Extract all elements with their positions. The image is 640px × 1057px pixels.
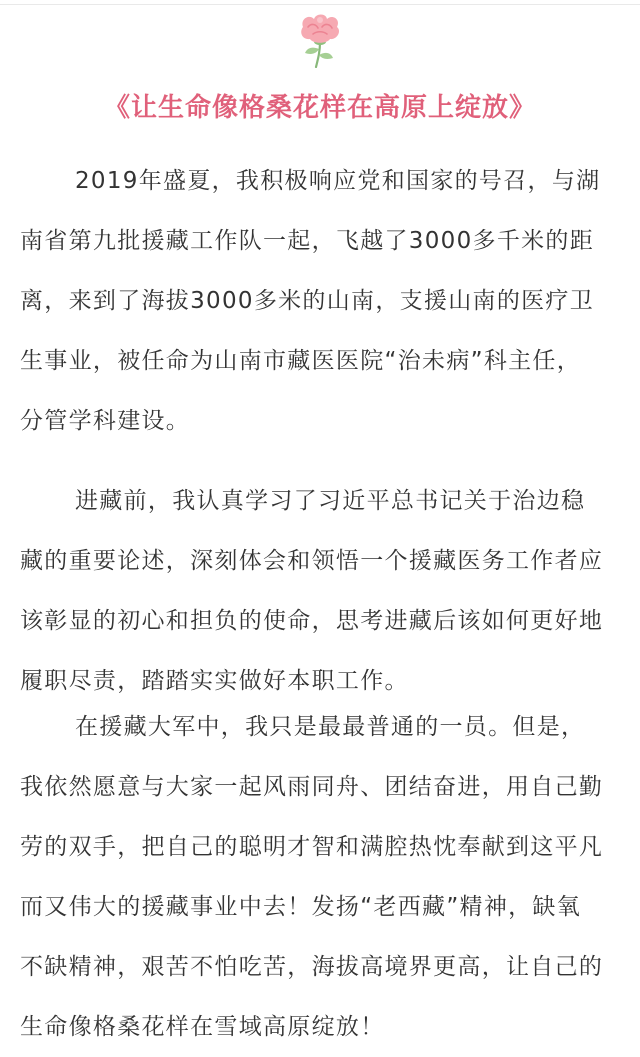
paragraph-line: 不缺精神，艰苦不怕吃苦，海拔高境界更高，让自己的 xyxy=(20,954,604,980)
paragraph-line: 2019年盛夏，我积极响应党和国家的号召，与湖 xyxy=(75,168,601,194)
paragraph-line: 南省第九批援藏工作队一起，飞越了3000多千米的距 xyxy=(20,228,595,254)
paragraph-line: 藏的重要论述，深刻体会和领悟一个援藏医务工作者应 xyxy=(20,548,604,574)
paragraph-line: 在援藏大军中，我只是最最普通的一员。但是， xyxy=(75,714,586,740)
paragraph-line: 分管学科建设。 xyxy=(20,408,191,434)
paragraph-1 xyxy=(20,151,620,451)
top-divider xyxy=(0,4,640,5)
paragraph-line: 离，来到了海拔3000多米的山南，支援山南的医疗卫 xyxy=(20,288,595,314)
paragraph-line: 而又伟大的援藏事业中去！发扬“老西藏”精神，缺氧 xyxy=(20,894,582,920)
paragraph-3 xyxy=(20,697,620,1057)
paragraph-line: 我依然愿意与大家一起风雨同舟、团结奋进，用自己勤 xyxy=(20,774,604,800)
paragraph-line: 进藏前，我认真学习了习近平总书记关于治边稳 xyxy=(75,488,586,514)
paragraph-2 xyxy=(20,471,620,711)
paragraph-line: 生事业，被任命为山南市藏医医院“治未病”科主任， xyxy=(20,348,582,374)
article-title: 《让生命像格桑花样在高原上绽放》 xyxy=(103,93,536,123)
paragraph-line: 劳的双手，把自己的聪明才智和满腔热忱奉献到这平凡 xyxy=(20,834,604,860)
carnation-flower-icon xyxy=(296,12,344,68)
paragraph-line: 生命像格桑花样在雪域高原绽放！ xyxy=(20,1014,385,1040)
paragraph-line: 该彰显的初心和担负的使命，思考进藏后该如何更好地 xyxy=(20,608,604,634)
paragraph-line: 履职尽责，踏踏实实做好本职工作。 xyxy=(20,668,409,694)
